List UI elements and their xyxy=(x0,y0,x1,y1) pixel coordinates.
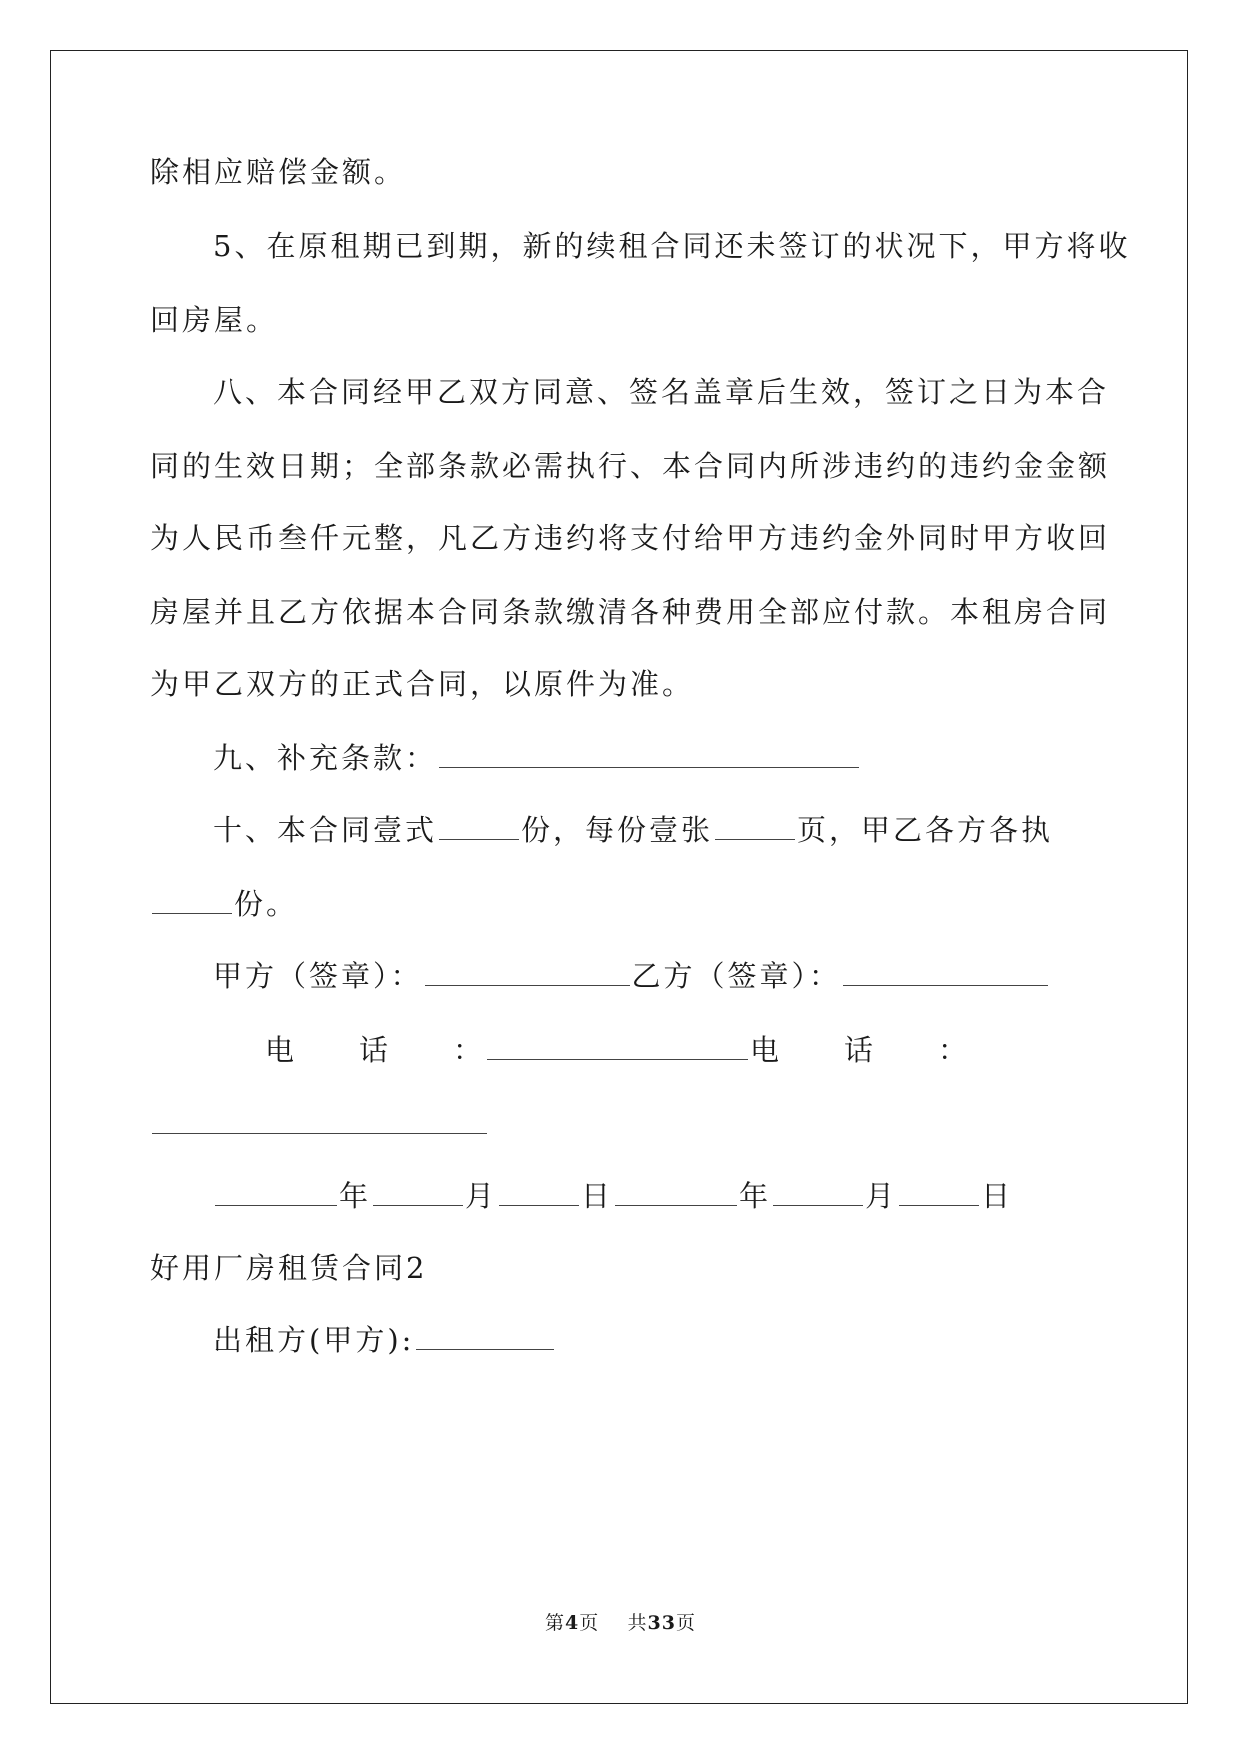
page-border xyxy=(50,50,1188,1704)
party-b-label: 乙方（签章）： xyxy=(631,959,842,993)
page-footer: 第4页 共33页 xyxy=(545,1612,696,1634)
party-b-signature-blank[interactable] xyxy=(843,957,1048,986)
clause-10-line: 十、本合同壹式 份，每份壹张 页，甲乙各方各执 xyxy=(213,813,1054,847)
date-line: 年 月 日 年 月 日 xyxy=(213,1176,973,1216)
lessor-blank[interactable] xyxy=(416,1321,554,1350)
clause-8-line: 为人民币叁仟元整，凡乙方违约将支付给甲方违约金外同时甲方收回 xyxy=(150,521,1111,555)
supplement-label: 九、补充条款： xyxy=(213,741,438,775)
phone-line-continued xyxy=(150,1104,1090,1144)
pages-blank[interactable] xyxy=(715,811,795,840)
party-a-signature-blank[interactable] xyxy=(425,957,630,986)
clause-8-line: 八、本合同经甲乙双方同意、签名盖章后生效，签订之日为本合 xyxy=(213,375,1110,409)
total-pages-number: 33 xyxy=(647,1612,676,1634)
phone-label-b: 电 话 ： xyxy=(749,1033,970,1067)
clause-8-line: 同的生效日期；全部条款必需执行、本合同内所涉违约的违约金金额 xyxy=(150,449,1111,483)
party-a-month-blank[interactable] xyxy=(373,1177,463,1206)
clause-5-line: 回房屋。 xyxy=(150,303,279,337)
phone-line xyxy=(265,1030,970,1070)
clause-8-line: 房屋并且乙方依据本合同条款缴清各种费用全部应付款。本租房合同 xyxy=(150,595,1111,629)
party-a-label: 甲方（签章）： xyxy=(213,959,423,993)
current-page-number: 4 xyxy=(565,1612,580,1634)
clause-5-line: 5、在原租期已到期，新的续租合同还未签订的状况下，甲方将收 xyxy=(213,229,1131,263)
phone-label-a: 电 话 ： xyxy=(265,1033,486,1067)
signature-line xyxy=(213,956,973,996)
party-a-phone-blank[interactable] xyxy=(487,1031,748,1060)
text-line: 除相应赔偿金额。 xyxy=(150,155,407,189)
party-b-month-blank[interactable] xyxy=(773,1177,863,1206)
copies-blank[interactable] xyxy=(439,811,519,840)
party-b-phone-blank[interactable] xyxy=(152,1105,487,1134)
supplement-blank[interactable] xyxy=(439,739,859,768)
party-b-day-blank[interactable] xyxy=(899,1177,979,1206)
clause-8-line: 为甲乙双方的正式合同，以原件为准。 xyxy=(150,667,695,701)
lessor-label: 出租方(甲方): xyxy=(213,1323,415,1357)
party-b-year-blank[interactable] xyxy=(615,1177,737,1206)
each-party-copies-blank[interactable] xyxy=(152,885,232,914)
clause-10-line: 份。 xyxy=(150,884,1090,924)
party-a-year-blank[interactable] xyxy=(215,1177,337,1206)
contract-2-title: 好用厂房租赁合同2 xyxy=(150,1251,428,1285)
party-a-day-blank[interactable] xyxy=(499,1177,579,1206)
lessor-line xyxy=(213,1320,1153,1360)
clause-9-line xyxy=(213,738,1153,778)
